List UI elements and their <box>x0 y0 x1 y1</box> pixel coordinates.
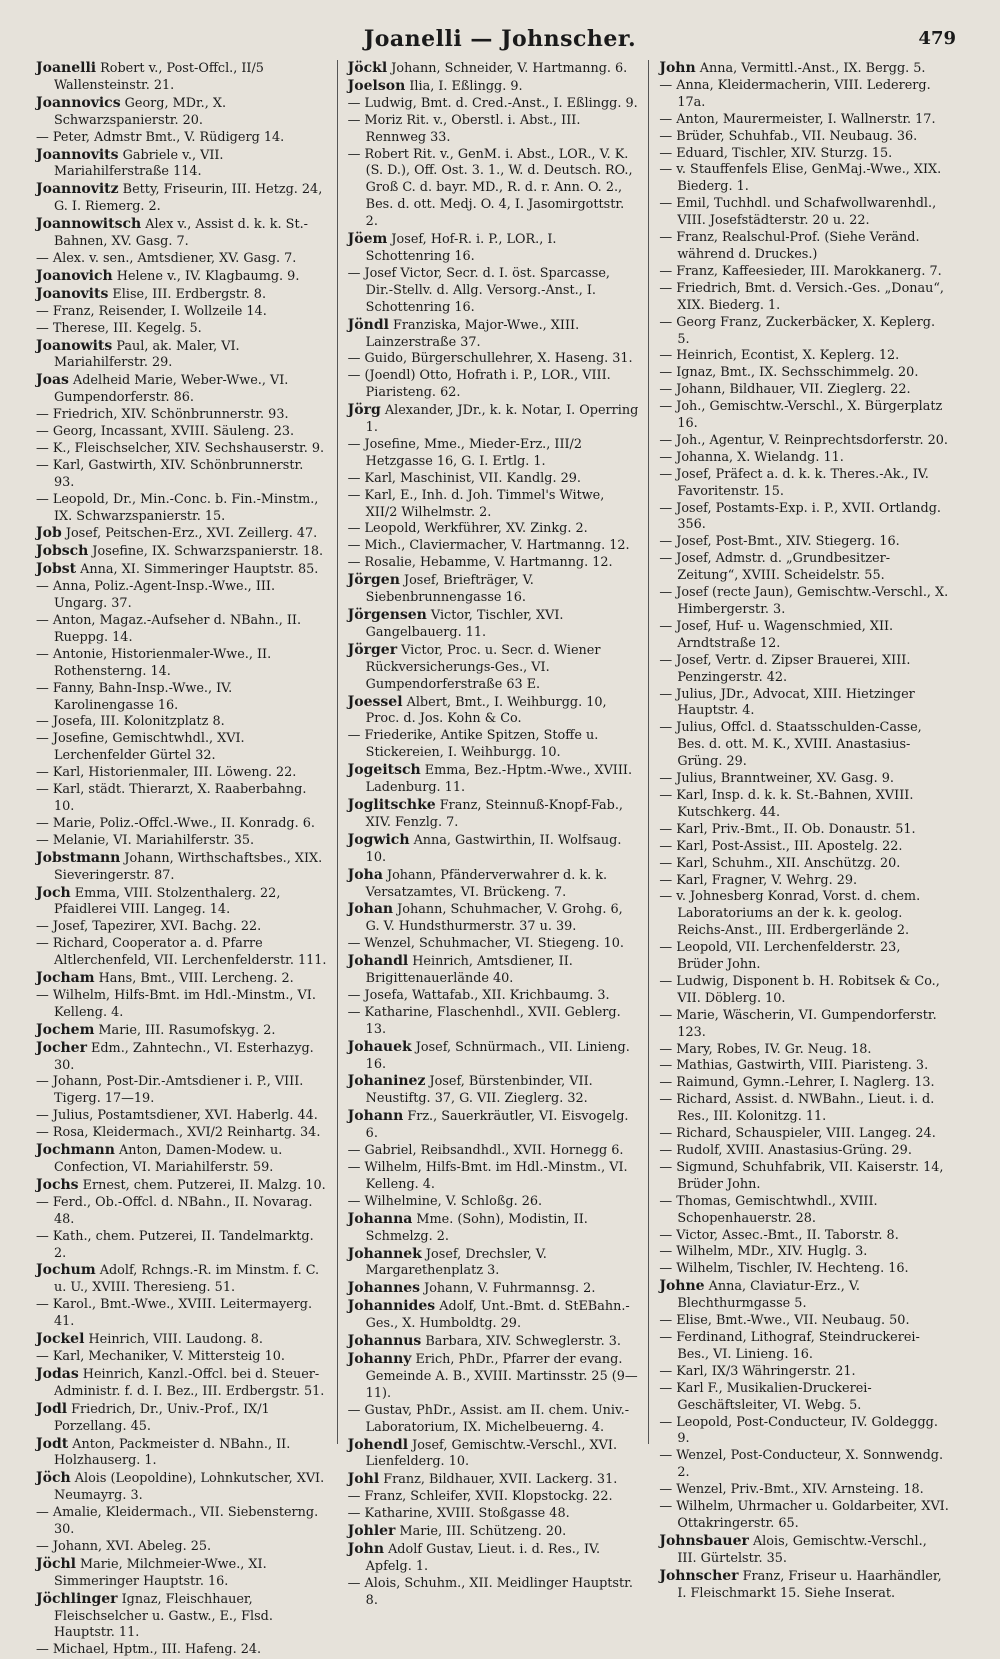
directory-entry: Jöem Josef, Hof-R. i. P., LOR., I. Schottenring 16. <box>347 231 557 264</box>
directory-entry: Johanny Erich, PhDr., Pfarrer der evang. Gemeinde A. B., XVIII. Martinsstr. 25 (9—11). <box>347 1350 638 1401</box>
directory-entry: — Leopold, Dr., Min.-Conc. b. Fin.-Minstm., IX. Schwarzspanierstr. 15. <box>36 491 319 524</box>
directory-entry: — Melanie, VI. Mariahilferstr. 35. <box>36 832 255 848</box>
directory-entry: — Julius, Postamtsdiener, XVI. Haberlg. 44. <box>36 1108 318 1124</box>
directory-entry: — Eduard, Tischler, XIV. Sturzg. 15. <box>659 145 893 161</box>
directory-entry: — Karl, Fragner, V. Wehrg. 29. <box>659 872 858 888</box>
directory-entry: — Heinrich, Econtist, X. Keplerg. 12. <box>659 348 900 364</box>
directory-entry: — Franz, Kaffeesieder, III. Marokkanerg. 7. <box>659 263 942 279</box>
directory-entry: — Wilhelm, Tischler, IV. Hechteng. 16. <box>659 1261 909 1277</box>
directory-entry: Jöch Alois (Leopoldine), Lohnkutscher, XVI. Neumayrg. 3. <box>36 1470 325 1504</box>
directory-entry: — Mary, Robes, IV. Gr. Neug. 18. <box>659 1041 872 1057</box>
directory-entry: Johl Franz, Bildhauer, XVII. Lackerg. 31. <box>347 1471 618 1488</box>
directory-entry: Joglitschke Franz, Steinnuß-Knopf-Fab., XIV. Fenzlg. 7. <box>347 796 623 830</box>
directory-entry: Jocham Hans, Bmt., VIII. Lercheng. 2. <box>36 970 294 987</box>
directory-entry: — Leopold, Werkführer, XV. Zinkg. 2. <box>347 521 588 537</box>
directory-entry: — Franz, Schleifer, XVII. Klopstockg. 22. <box>347 1489 613 1505</box>
directory-entry: Johannus Barbara, XIV. Schweglerstr. 3. <box>347 1333 621 1350</box>
directory-entry: — K., Fleischselcher, XIV. Sechshauserstr. 9. <box>36 440 325 456</box>
directory-entry: — Franz, Realschul-Prof. (Siehe Veränd. während d. Druckes.) <box>659 230 920 262</box>
directory-entry: Johannek Josef, Drechsler, V. Margarethenplatz 3. <box>347 1245 547 1279</box>
directory-entry: Johauek Josef, Schnürmach., VII. Linieng. 16. <box>347 1038 630 1072</box>
directory-entry: Jodl Friedrich, Dr., Univ.-Prof., IX/1 Porzellang. 45. <box>36 1400 270 1434</box>
directory-entry: — Josefa, III. Kolonitzplatz 8. <box>36 714 225 730</box>
directory-entry: — Georg Franz, Zuckerbäcker, X. Keplerg. 5. <box>659 314 936 347</box>
directory-entry: — v. Stauffenfels Elise, GenMaj.-Wwe., XIX. Biederg. 1. <box>659 162 942 195</box>
directory-entry: Johendl Josef, Gemischtw.-Verschl., XVI. Lienfelderg. 10. <box>347 1436 618 1470</box>
directory-entry: — Katharine, Flaschenhdl., XVII. Geblerg. 13. <box>347 1004 621 1037</box>
directory-entry: — Karl, IX/3 Währingerstr. 21. <box>659 1363 856 1379</box>
directory-entry: — Antonie, Historienmaler-Wwe., II. Rothensterng. 14. <box>36 646 272 679</box>
directory-entry: — Wilhelmine, V. Schloßg. 26. <box>347 1193 543 1209</box>
directory-entry: Johnscher Franz, Friseur u. Haarhändler, I. Fleischmarkt 15. Siehe Inserat. <box>659 1567 942 1601</box>
directory-entry: — Rosa, Kleidermach., XVI/2 Reinhartg. 34. <box>36 1125 321 1141</box>
directory-entry: — Leopold, VII. Lerchenfelderstr. 23, Brüder John. <box>659 940 901 973</box>
directory-entry: — Emil, Tuchhdl. und Schafwollwarenhdl., VIII. Josefstädterstr. 20 u. 22. <box>659 196 937 229</box>
directory-entry: — Anna, Poliz.-Agent-Insp.-Wwe., III. Ungarg. 37. <box>36 579 276 612</box>
directory-entry: Johannes Johann, V. Fuhrmannsg. 2. <box>347 1280 596 1297</box>
directory-entry: Johanna Mme. (Sohn), Modistin, II. Schmelzg. 2. <box>347 1210 588 1244</box>
directory-entry: — Therese, III. Kegelg. 5. <box>36 320 202 336</box>
directory-entry: — Rudolf, XVIII. Anastasius-Grüng. 29. <box>659 1143 912 1158</box>
directory-entry: Jöndl Franziska, Major-Wwe., XIII. Lainzerstraße 37. <box>347 316 580 350</box>
directory-entry: Jörgen Josef, Briefträger, V. Siebenbrunnengasse 16. <box>347 572 534 606</box>
directory-entry: — Karl, Gastwirth, XIV. Schönbrunnerstr. 93. <box>36 457 304 490</box>
directory-entry: — Alois, Schuhm., XII. Meidlinger Hauptstr. 8. <box>347 1575 633 1608</box>
column-2 <box>347 60 639 1608</box>
directory-entry: — Karol., Bmt.-Wwe., XVIII. Leitermayerg. 41. <box>36 1297 313 1330</box>
directory-entry: — Ludwig, Bmt. d. Cred.-Anst., I. Eßlingg. 9. <box>347 95 638 111</box>
directory-entry: — Wilhelm, Uhrmacher u. Goldarbeiter, XVI. Ottakringerstr. 65. <box>659 1499 949 1531</box>
directory-entry: — Josef, Admstr. d. „Grundbesitzer-Zeitung“, XVIII. Scheidelstr. 55. <box>659 551 891 584</box>
directory-entry: — Richard, Schauspieler, VIII. Langeg. 24. <box>659 1126 936 1142</box>
directory-entry: — Katharine, XVIII. Stoßgasse 48. <box>347 1506 570 1522</box>
directory-entry: — Joh., Gemischtw.-Verschl., X. Bürgerplatz 16. <box>659 399 943 432</box>
directory-entry: — Johann, XVI. Abeleg. 25. <box>36 1538 212 1554</box>
directory-entry: Joannovits Gabriele v., VII. Mariahilferstraße 114. <box>36 146 224 180</box>
directory-entry: — Anna, Kleidermacherin, VIII. Ledererg. 17a. <box>659 77 931 110</box>
directory-entry: Jochs Ernest, chem. Putzerei, II. Malzg. 10. <box>36 1176 326 1193</box>
directory-entry: — Raimund, Gymn.-Lehrer, I. Naglerg. 13. <box>659 1075 935 1091</box>
directory-entry: — Friedrich, XIV. Schönbrunnerstr. 93. <box>36 407 289 423</box>
directory-entry: — Wilhelm, Hilfs-Bmt. im Hdl.-Minstm., VI. Kelleng. 4. <box>347 1160 628 1192</box>
directory-entry: Jogeitsch Emma, Bez.-Hptm.-Wwe., XVIII. Ladenburg. 11. <box>347 762 633 796</box>
directory-entry: — Karl, Priv.-Bmt., II. Ob. Donaustr. 51. <box>659 821 916 837</box>
directory-entry: Jörg Alexander, JDr., k. k. Notar, I. Operring 1. <box>347 402 639 436</box>
directory-entry: Jochmann Anton, Damen-Modew. u. Confection, VI. Mariahilferstr. 59. <box>36 1142 283 1175</box>
directory-entry: — Josef, Tapezirer, XVI. Bachg. 22. <box>36 919 262 935</box>
entry-columns <box>36 60 950 1658</box>
directory-entry: Joas Adelheid Marie, Weber-Wwe., VI. Gumpendorferstr. 86. <box>36 372 289 406</box>
directory-entry: — Josef, Post-Bmt., XIV. Stiegerg. 16. <box>659 534 900 550</box>
directory-entry: Jocher Edm., Zahntechn., VI. Esterhazyg. 30. <box>36 1039 314 1073</box>
directory-entry: — Sigmund, Schuhfabrik, VII. Kaiserstr. 14, Brüder John. <box>659 1159 944 1192</box>
directory-entry: — Michael, Hptm., III. Hafeng. 24. <box>36 1642 262 1658</box>
directory-entry: — Richard, Cooperator a. d. Pfarre Altlerchenfeld, VII. Lerchenfelderstr. 111. <box>36 936 327 969</box>
directory-entry: Jobst Anna, XI. Simmeringer Hauptstr. 85. <box>36 561 319 578</box>
directory-entry: — Franz, Reisender, I. Wollzeile 14. <box>36 303 267 319</box>
directory-entry: Johan Johann, Schuhmacher, V. Grohg. 6, G. V. Hundsthurmerstr. 37 u. 39. <box>347 901 623 935</box>
directory-entry: — Victor, Assec.-Bmt., II. Taborstr. 8. <box>659 1227 899 1243</box>
column-1 <box>36 60 327 1658</box>
directory-entry: Jobstmann Johann, Wirthschaftsbes., XIX. Sieveringerstr. 87. <box>36 849 323 883</box>
directory-entry: — Karl, Schuhm., XII. Anschützg. 20. <box>659 855 901 871</box>
directory-entry: Jogwich Anna, Gastwirthin, II. Wolfsaug. 10. <box>347 831 622 865</box>
directory-entry: — Robert Rit. v., GenM. i. Abst., LOR., V. K. (S. D.), Off. Ost. 3. 1., W. d. Deutsch. RO., Groß C. d. bayr. MD., R. d. r. Ann. O. 2., Bes. d. ott. Medj. O. 4, I. Jasomirgottstr. 2. <box>347 146 633 230</box>
directory-entry: Johannides Adolf, Unt.-Bmt. d. StEBahn.-Ges., X. Humboldtg. 29. <box>347 1298 630 1332</box>
directory-entry: Johnsbauer Alois, Gemischtw.-Verschl., III. Gürtelstr. 35. <box>659 1532 927 1566</box>
directory-entry: — Moriz Rit. v., Oberstl. i. Abst., III. Rennweg 33. <box>347 112 581 145</box>
directory-entry: Job Josef, Peitschen-Erz., XVI. Zeillerg. 47. <box>36 525 318 542</box>
directory-entry: — Karl, E., Inh. d. Joh. Timmel's Witwe, XII/2 Wilhelmstr. 2. <box>347 487 605 520</box>
directory-entry: Jochem Marie, III. Rasumofskyg. 2. <box>36 1021 276 1038</box>
directory-entry: — Anton, Maurermeister, I. Wallnerstr. 17. <box>659 111 936 127</box>
column-3 <box>659 60 950 1601</box>
directory-entry: Joessel Albert, Bmt., I. Weihburgg. 10, Proc. d. Jos. Kohn & Co. <box>347 693 607 727</box>
directory-entry: — Kath., chem. Putzerei, II. Tandelmarktg. 2. <box>36 1228 314 1261</box>
directory-entry: — Wenzel, Post-Conducteur, X. Sonnwendg. 2. <box>659 1448 944 1481</box>
directory-entry: — Josef, Postamts-Exp. i. P., XVII. Ortlandg. 356. <box>659 500 941 533</box>
directory-entry: Johaninez Josef, Bürstenbinder, VII. Neustiftg. 37, G. VII. Zieglerg. 32. <box>347 1073 593 1107</box>
directory-entry: Jörgensen Victor, Tischler, XVI. Gangelbauerg. 11. <box>347 607 564 640</box>
directory-entry: — Mich., Claviermacher, V. Hartmanng. 12. <box>347 538 630 554</box>
directory-entry: — Alex. v. sen., Amtsdiener, XV. Gasg. 7. <box>36 250 297 266</box>
directory-entry: Joanovich Helene v., IV. Klagbaumg. 9. <box>36 267 300 284</box>
directory-entry: — Karl, Maschinist, VII. Kandlg. 29. <box>347 470 581 486</box>
directory-entry: — Guido, Bürgerschullehrer, X. Haseng. 31. <box>347 351 633 367</box>
directory-entry: — Ignaz, Bmt., IX. Sechsschimmelg. 20. <box>659 365 919 381</box>
column-divider <box>337 60 338 1444</box>
directory-entry: — Marie, Poliz.-Offcl.-Wwe., II. Konradg. 6. <box>36 815 315 831</box>
directory-entry: Joannovics Georg, MDr., X. Schwarzspanierstr. 20. <box>36 94 227 128</box>
directory-entry: — Johann, Bildhauer, VII. Zieglerg. 22. <box>659 382 911 398</box>
directory-entry: — Marie, Wäscherin, VI. Gumpendorferstr. 123. <box>659 1007 937 1040</box>
directory-entry: Johandl Heinrich, Amtsdiener, II. Brigittenauerlände 40. <box>347 953 573 987</box>
directory-entry: Jodas Heinrich, Kanzl.-Offcl. bei d. Steuer-Administr. f. d. I. Bez., III. Erdbergstr. 51. <box>36 1365 325 1399</box>
directory-entry: — Josefine, Mme., Mieder-Erz., III/2 Hetzgasse 16, G. I. Ertlg. 1. <box>347 436 583 469</box>
directory-entry: — Wilhelm, Hilfs-Bmt. im Hdl.-Minstm., VI. Kelleng. 4. <box>36 987 316 1020</box>
directory-entry: — Elise, Bmt.-Wwe., VII. Neubaug. 50. <box>659 1313 910 1329</box>
directory-entry: — Richard, Assist. d. NWBahn., Lieut. i. d. Res., III. Kolonitzg. 11. <box>659 1092 935 1125</box>
directory-entry: — Josefa, Wattafab., XII. Krichbaumg. 3. <box>347 987 610 1003</box>
directory-entry: — Josefine, Gemischtwhdl., XVI. Lerchenfelder Gürtel 32. <box>36 731 245 764</box>
directory-entry: Jöchlinger Ignaz, Fleischhauer, Fleischselcher u. Gastw., E., Flsd. Hauptstr. 11. <box>36 1590 273 1641</box>
directory-entry: — Julius, JDr., Advocat, XIII. Hietzinger Hauptstr. 4. <box>659 686 915 719</box>
directory-entry: Johler Marie, III. Schützeng. 20. <box>347 1523 567 1540</box>
directory-entry: Joannowitsch Alex v., Assist d. k. k. St.-Bahnen, XV. Gasg. 7. <box>36 216 308 250</box>
directory-entry: — Anton, Magaz.-Aufseher d. NBahn., II. Rueppg. 14. <box>36 613 302 645</box>
directory-entry: — Johann, Post-Dir.-Amtsdiener i. P., VIII. Tigerg. 17—19. <box>36 1074 304 1107</box>
directory-entry: Joanowits Paul, ak. Maler, VI. Mariahilferstr. 29. <box>36 337 240 371</box>
directory-entry: — Julius, Offcl. d. Staatsschulden-Casse, Bes. d. ott. M. K., XVIII. Anastasius-Grüng. 29. <box>659 720 922 770</box>
directory-entry: Jöchl Marie, Milchmeier-Wwe., XI. Simmeringer Hauptstr. 16. <box>36 1555 267 1589</box>
directory-entry: — Karl, Post-Assist., III. Apostelg. 22. <box>659 838 903 854</box>
directory-entry: Jockel Heinrich, VIII. Laudong. 8. <box>36 1331 263 1348</box>
directory-entry: — Karl F., Musikalien-Druckerei-Geschäftsleiter, VI. Webg. 5. <box>659 1380 872 1413</box>
page-number: 479 <box>918 28 956 49</box>
directory-entry: Joanelli Robert v., Post-Offcl., II/5 Wallensteinstr. 21. <box>36 60 264 93</box>
directory-entry: — Peter, Admstr Bmt., V. Rüdigerg 14. <box>36 129 285 145</box>
directory-entry: — Wilhelm, MDr., XIV. Huglg. 3. <box>659 1244 868 1260</box>
directory-entry: — Brüder, Schuhfab., VII. Neubaug. 36. <box>659 128 918 144</box>
directory-entry: — Josef, Huf- u. Wagenschmied, XII. Arndtstraße 12. <box>659 618 894 651</box>
directory-entry: Johne Anna, Claviatur-Erz., V. Blechthurmgasse 5. <box>659 1278 860 1312</box>
directory-entry: Jöckl Johann, Schneider, V. Hartmanng. 6. <box>347 60 628 76</box>
directory-entry: Joannovitz Betty, Friseurin, III. Hetzg. 24, G. I. Riemerg. 2. <box>36 181 323 215</box>
directory-entry: — Joh., Agentur, V. Reinprechtsdorferstr. 20. <box>659 432 948 448</box>
directory-entry: — Ferdinand, Lithograf, Steindruckerei-Bes., VI. Linieng. 16. <box>659 1329 920 1362</box>
directory-entry: John Anna, Vermittl.-Anst., IX. Bergg. 5. <box>659 60 926 76</box>
directory-entry: — (Joendl) Otto, Hofrath i. P., LOR., VIII. Piaristeng. 62. <box>347 368 611 401</box>
directory-entry: — Wenzel, Priv.-Bmt., XIV. Arnsteing. 18. <box>659 1482 924 1498</box>
directory-entry: — Johanna, X. Wielandg. 11. <box>659 449 844 465</box>
directory-entry: Joha Johann, Pfänderverwahrer d. k. k. Versatzamtes, VI. Brückeng. 7. <box>347 866 608 900</box>
directory-entry: — Leopold, Post-Conducteur, IV. Goldeggg. 9. <box>659 1414 938 1447</box>
directory-entry: John Adolf Gustav, Lieut. i. d. Res., IV. Apfelg. 1. <box>347 1540 601 1574</box>
directory-entry: — Mathias, Gastwirth, VIII. Piaristeng. 3. <box>659 1058 929 1074</box>
directory-entry: — Amalie, Kleidermach., VII. Siebensterng. 30. <box>36 1505 319 1538</box>
directory-entry: — Karl, Insp. d. k. k. St.-Bahnen, XVIII. Kutschkerg. 44. <box>659 787 914 820</box>
directory-entry: — Josef, Präfect a. d. k. k. Theres.-Ak., IV. Favoritenstr. 15. <box>659 466 929 499</box>
running-head: Joanelli — Johnscher. <box>363 26 637 52</box>
directory-entry: — Gabriel, Reibsandhdl., XVII. Hornegg 6. <box>347 1143 624 1159</box>
directory-entry: — Ludwig, Disponent b. H. Robitsek & Co., VII. Döblerg. 10. <box>659 973 940 1006</box>
directory-entry: — Karl, Mechaniker, V. Mittersteig 10. <box>36 1348 285 1364</box>
directory-entry: — Josef, Vertr. d. Zipser Brauerei, XIII. Penzingerstr. 42. <box>659 652 911 685</box>
directory-entry: — Georg, Incassant, XVIII. Säuleng. 23. <box>36 424 295 440</box>
directory-entry: — Friederike, Antike Spitzen, Stoffe u. Stickereien, I. Weihburgg. 10. <box>347 728 599 761</box>
directory-entry: — Julius, Branntweiner, XV. Gasg. 9. <box>659 771 894 787</box>
directory-entry: — Karl, städt. Thierarzt, X. Raaberbahng. 10. <box>36 782 307 814</box>
directory-entry: — Fanny, Bahn-Insp.-Wwe., IV. Karolinengasse 16. <box>36 680 233 713</box>
directory-entry: — v. Johnesberg Konrad, Vorst. d. chem. Laboratoriums an der k. k. geolog. Reichs-Anst., III. Erdbergerlände 2. <box>659 889 921 939</box>
directory-entry: Johann Frz., Sauerkräutler, VI. Eisvogelg. 6. <box>347 1108 629 1142</box>
directory-entry: Jobsch Josefine, IX. Schwarzspanierstr. 18. <box>36 543 324 560</box>
directory-entry: — Ferd., Ob.-Offcl. d. NBahn., II. Novarag. 48. <box>36 1194 313 1227</box>
directory-entry: Joch Emma, VIII. Stolzenthalerg. 22, Pfaidlerei VIII. Langeg. 14. <box>36 884 281 918</box>
directory-entry: Jörger Victor, Proc. u. Secr. d. Wiener Rückversicherungs-Ges., VI. Gumpendorferstraße 63 E. <box>347 641 601 692</box>
directory-entry: Jochum Adolf, Rchngs.-R. im Minstm. f. C. u. U., XVIII. Theresieng. 51. <box>36 1262 320 1296</box>
directory-entry: Joanovits Elise, III. Erdbergstr. 8. <box>36 285 267 302</box>
directory-entry: — Karl, Historienmaler, III. Löweng. 22. <box>36 765 297 781</box>
directory-entry: Joelson Ilia, I. Eßlingg. 9. <box>347 77 523 94</box>
directory-entry: Jodt Anton, Packmeister d. NBahn., II. Holzhauserg. 1. <box>36 1435 291 1469</box>
column-divider <box>648 60 649 1444</box>
directory-entry: — Rosalie, Hebamme, V. Hartmanng. 12. <box>347 555 613 571</box>
directory-entry: — Josef Victor, Secr. d. I. öst. Sparcasse, Dir.-Stellv. d. Allg. Versorg.-Anst., I. Schottenring 16. <box>347 265 610 315</box>
directory-entry: — Josef (recte Jaun), Gemischtw.-Verschl., X. Himbergerstr. 3. <box>659 585 949 617</box>
page-header <box>40 26 960 56</box>
directory-entry: — Friedrich, Bmt. d. Versich.-Ges. „Donau“, XIX. Biederg. 1. <box>659 280 944 313</box>
directory-entry: — Thomas, Gemischtwhdl., XVIII. Schopenhauerstr. 28. <box>659 1193 878 1226</box>
directory-entry: — Gustav, PhDr., Assist. am II. chem. Univ.-Laboratorium, IX. Michelbeuerng. 4. <box>347 1402 630 1435</box>
directory-entry: — Wenzel, Schuhmacher, VI. Stiegeng. 10. <box>347 936 624 952</box>
